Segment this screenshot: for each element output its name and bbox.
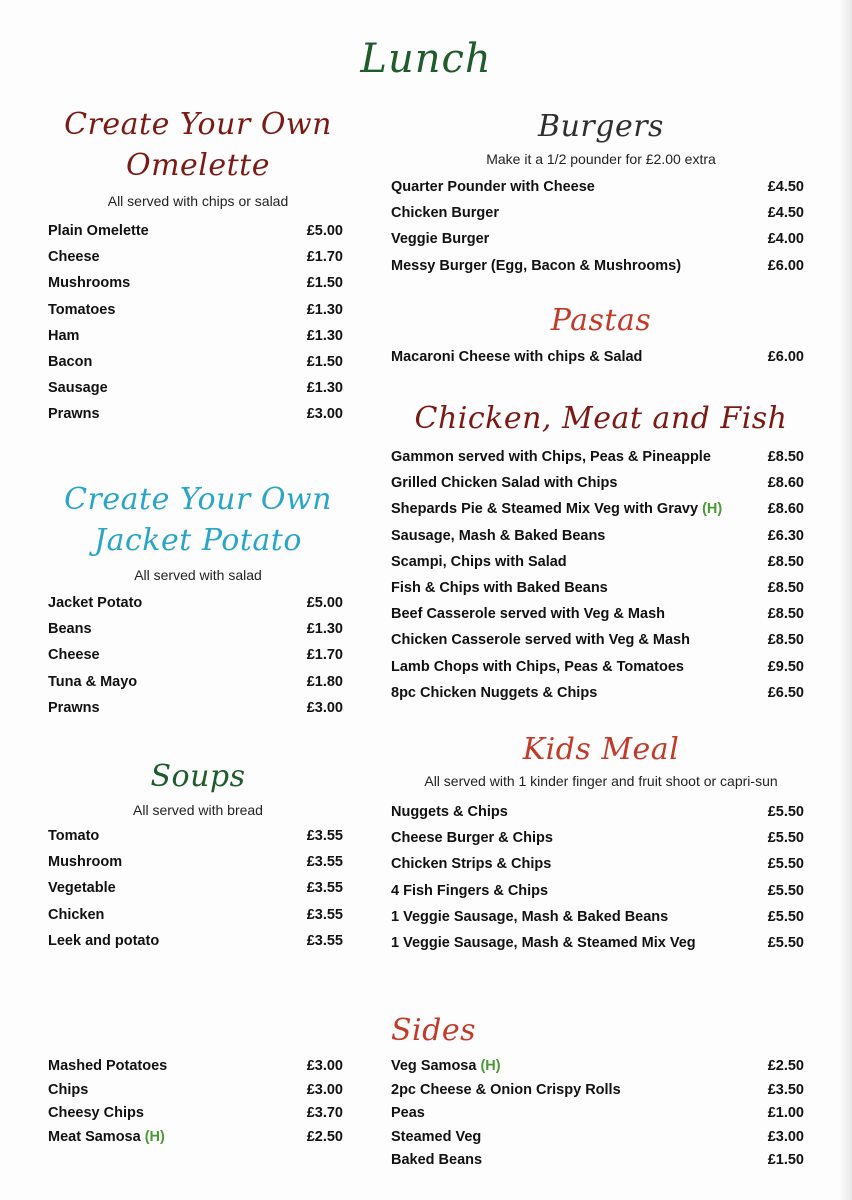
- menu-item-price: £5.50: [767, 830, 804, 847]
- menu-item-price: £8.50: [767, 449, 804, 465]
- menu-item: [391, 905, 804, 931]
- menu-item-name: [48, 249, 100, 265]
- menu-item-label: Sausage: [48, 380, 108, 397]
- menu-item-name: [48, 1129, 165, 1145]
- burgers-note: Make it a 1/2 pounder for £2.00 extra: [486, 151, 716, 167]
- menu-item-name: [48, 854, 122, 870]
- menu-item-name: [391, 1129, 481, 1145]
- menu-item-label: Bacon: [48, 353, 93, 370]
- menu-item-price: £4.50: [767, 205, 804, 222]
- menu-item-label: Peas: [391, 1105, 425, 1122]
- menu-item-label: Plain Omelette: [48, 223, 149, 239]
- menu-item-price: £8.50: [767, 579, 804, 596]
- menu-item-price: £1.30: [306, 380, 343, 397]
- menu-item: [48, 903, 343, 929]
- menu-item-label: Sausage, Mash & Baked Beans: [391, 527, 606, 544]
- menu-item-name: [391, 685, 597, 701]
- page-edge-shadow: [838, 0, 852, 1200]
- kids-heading: Kids Meal: [522, 732, 680, 767]
- menu-item-label: Mashed Potatoes: [48, 1058, 168, 1074]
- menu-item-label: Steamed Veg: [391, 1128, 482, 1145]
- menu-item: [391, 879, 804, 905]
- menu-item-label: Tuna & Mayo: [48, 673, 138, 690]
- menu-item-label: Jacket Potato: [48, 595, 143, 611]
- menu-item: [391, 1054, 804, 1078]
- menu-item-name: [391, 909, 668, 925]
- menu-item: [391, 1148, 804, 1172]
- menu-item-price: £5.50: [767, 908, 804, 925]
- menu-item: [48, 1125, 343, 1149]
- jacket-list: [48, 591, 343, 722]
- menu-item-price: £3.70: [306, 1105, 343, 1122]
- menu-item: [391, 655, 804, 681]
- burgers-heading: Burgers: [538, 109, 664, 144]
- menu-item-name: [391, 1105, 425, 1121]
- menu-item-label: Ham: [48, 327, 80, 344]
- halal-marker: (H): [480, 1058, 501, 1074]
- menu-item-name: [391, 554, 567, 570]
- menu-item-label: Chicken Burger: [391, 205, 499, 222]
- menu-item-label: 4 Fish Fingers & Chips: [391, 882, 549, 899]
- menu-item: [391, 550, 804, 576]
- menu-item: [391, 1101, 804, 1125]
- menu-item-name: [48, 1082, 88, 1098]
- menu-item: [391, 524, 804, 550]
- menu-item-price: £6.50: [767, 684, 804, 701]
- menu-item-price: £3.00: [306, 699, 343, 716]
- menu-item: [48, 271, 343, 297]
- menu-item: [48, 245, 343, 271]
- chicken-meat-fish-heading: Chicken, Meat and Fish: [414, 401, 788, 436]
- pastas-list: [391, 345, 804, 371]
- soups-list: [48, 824, 343, 955]
- menu-item-name: [391, 856, 551, 872]
- menu-item: [48, 298, 343, 324]
- menu-item-name: [391, 935, 696, 951]
- menu-item-price: £3.55: [306, 828, 343, 844]
- menu-item: [391, 227, 804, 253]
- menu-item-label: Cheese Burger & Chips: [391, 830, 553, 847]
- menu-item: [48, 1078, 343, 1102]
- menu-item-label: Meat Samosa: [48, 1128, 141, 1145]
- menu-item-name: [391, 528, 605, 544]
- menu-item: [48, 1054, 343, 1078]
- menu-item-name: [48, 907, 104, 923]
- menu-item: [391, 800, 804, 826]
- menu-item: [48, 643, 343, 669]
- menu-item: [391, 826, 804, 852]
- menu-item-label: Chicken: [48, 906, 105, 923]
- menu-item-price: £3.55: [306, 932, 343, 949]
- menu-item: [391, 471, 804, 497]
- omelette-note: All served with chips or salad: [107, 193, 289, 209]
- sides-right-list: [391, 1054, 804, 1172]
- menu-item-price: £2.50: [767, 1058, 804, 1074]
- menu-item-price: £3.55: [306, 854, 343, 871]
- menu-item-label: Grilled Chicken Salad with Chips: [391, 475, 618, 492]
- menu-item-label: Beans: [48, 621, 92, 638]
- menu-item-label: Leek and potato: [48, 932, 160, 949]
- menu-item: [391, 175, 804, 201]
- menu-item-label: Messy Burger (Egg, Bacon & Mushrooms): [391, 257, 682, 274]
- omelette-heading-line2: Omelette: [125, 148, 270, 183]
- menu-item-name: [48, 828, 99, 844]
- menu-item-price: £1.80: [306, 673, 343, 690]
- menu-item: [48, 929, 343, 955]
- menu-item-label: Cheese: [48, 647, 100, 664]
- menu-item-price: £5.50: [767, 882, 804, 899]
- menu-item: [391, 681, 804, 707]
- menu-item-label: Shepards Pie & Steamed Mix Veg with Gravy: [391, 501, 699, 518]
- jacket-heading-line2: Jacket Potato: [94, 523, 302, 558]
- menu-item: [48, 376, 343, 402]
- menu-item-name: [48, 354, 92, 370]
- menu-item-name: [48, 406, 100, 422]
- menu-item-name: [391, 804, 508, 820]
- jacket-note: All served with salad: [134, 567, 262, 583]
- soups-heading: Soups: [150, 759, 246, 794]
- menu-item: [48, 876, 343, 902]
- menu-item-price: £1.50: [767, 1152, 804, 1169]
- menu-item: [391, 201, 804, 227]
- menu-item-name: [48, 595, 142, 611]
- menu-item-label: Lamb Chops with Chips, Peas & Tomatoes: [391, 658, 684, 675]
- menu-item-label: Tomatoes: [48, 301, 116, 318]
- halal-marker: (H): [702, 501, 723, 518]
- menu-item-name: [48, 700, 100, 716]
- menu-item-price: £5.50: [767, 804, 804, 820]
- menu-item-price: £1.30: [306, 327, 343, 344]
- jacket-heading: [48, 479, 348, 561]
- menu-item-price: £1.50: [306, 275, 343, 292]
- menu-item-price: £1.70: [306, 249, 343, 266]
- pastas-heading: Pastas: [550, 303, 652, 338]
- menu-item-price: £6.00: [767, 349, 804, 365]
- menu-item-price: £4.50: [767, 179, 804, 195]
- menu-item-name: [48, 275, 130, 291]
- menu-item: [391, 445, 804, 471]
- menu-item: [48, 219, 343, 245]
- menu-item-price: £3.55: [306, 880, 343, 897]
- menu-item-price: £3.00: [767, 1128, 804, 1145]
- menu-item-name: [391, 231, 489, 247]
- menu-item-name: [391, 349, 642, 365]
- menu-item-name: [391, 501, 722, 517]
- menu-item: [391, 1078, 804, 1102]
- sides-left-list: [48, 1054, 343, 1148]
- menu-item-label: Tomato: [48, 828, 100, 844]
- menu-item-price: £1.30: [306, 301, 343, 318]
- menu-item-name: [391, 475, 617, 491]
- menu-item-name: [48, 223, 149, 239]
- menu-item-label: 8pc Chicken Nuggets & Chips: [391, 684, 598, 701]
- menu-item-label: Veggie Burger: [391, 231, 490, 248]
- menu-item-label: Scampi, Chips with Salad: [391, 553, 567, 570]
- omelette-heading: [48, 104, 348, 186]
- menu-item-label: 1 Veggie Sausage, Mash & Steamed Mix Veg: [391, 934, 696, 951]
- menu-item-price: £4.00: [767, 231, 804, 248]
- menu-item: [391, 576, 804, 602]
- menu-item: [391, 602, 804, 628]
- menu-item-name: [391, 580, 608, 596]
- menu-item-label: Prawns: [48, 406, 100, 423]
- menu-item: [48, 617, 343, 643]
- menu-item: [391, 628, 804, 654]
- menu-item-name: [48, 1058, 167, 1074]
- menu-item-label: Cheese: [48, 249, 100, 266]
- menu-item-label: Prawns: [48, 699, 100, 716]
- menu-item: [48, 670, 343, 696]
- menu-item: [48, 824, 343, 850]
- omelette-list: [48, 219, 343, 429]
- menu-item-price: £1.50: [306, 353, 343, 370]
- menu-item-label: Gammon served with Chips, Peas & Pineapple: [391, 449, 711, 465]
- menu-item-label: Mushrooms: [48, 275, 131, 292]
- menu-item-price: £8.50: [767, 606, 804, 623]
- menu-item-label: Mushroom: [48, 854, 123, 871]
- menu-item-price: £8.60: [767, 475, 804, 492]
- menu-item-label: Quarter Pounder with Cheese: [391, 179, 595, 195]
- menu-item-price: £3.00: [306, 1081, 343, 1098]
- menu-item-price: £5.00: [306, 223, 343, 239]
- menu-item: [48, 696, 343, 722]
- menu-item-label: Cheesy Chips: [48, 1105, 144, 1122]
- menu-item: [48, 591, 343, 617]
- menu-item-name: [391, 606, 665, 622]
- menu-item-name: [391, 205, 499, 221]
- menu-item-price: £1.00: [767, 1105, 804, 1122]
- omelette-heading-line1: Create Your Own: [64, 107, 332, 142]
- menu-item-name: [48, 302, 115, 318]
- menu-item-label: Vegetable: [48, 880, 116, 897]
- sides-heading: Sides: [391, 1013, 476, 1048]
- menu-item-price: £8.50: [767, 553, 804, 570]
- menu-item-name: [48, 1105, 144, 1121]
- menu-item-label: Nuggets & Chips: [391, 804, 508, 820]
- menu-item-name: [48, 880, 116, 896]
- page-title: Lunch: [360, 36, 492, 82]
- menu-item-price: £5.50: [767, 934, 804, 951]
- menu-item-price: £1.70: [306, 647, 343, 664]
- menu-item-price: £3.55: [306, 906, 343, 923]
- menu-item-name: [391, 258, 681, 274]
- menu-item-price: £8.60: [767, 501, 804, 518]
- menu-item-price: £9.50: [767, 658, 804, 675]
- chicken-meat-fish-list: [391, 445, 804, 707]
- kids-note: All served with 1 kinder finger and fruit shoot or capri-sun: [424, 773, 778, 789]
- menu-item-name: [48, 380, 108, 396]
- halal-marker: (H): [144, 1128, 165, 1145]
- jacket-heading-line1: Create Your Own: [64, 482, 332, 517]
- menu-item-label: Chips: [48, 1081, 89, 1098]
- menu-item-name: [391, 632, 690, 648]
- menu-item-label: Chicken Casserole served with Veg & Mash: [391, 632, 690, 649]
- menu-item-price: £8.50: [767, 632, 804, 649]
- menu-item-label: Fish & Chips with Baked Beans: [391, 579, 608, 596]
- menu-item: [48, 850, 343, 876]
- soups-note: All served with bread: [133, 802, 263, 818]
- menu-item-label: Baked Beans: [391, 1152, 483, 1169]
- menu-item-price: £3.00: [306, 1058, 343, 1074]
- menu-item: [391, 254, 804, 280]
- menu-item-name: [391, 883, 548, 899]
- menu-item-label: Veg Samosa: [391, 1058, 477, 1074]
- menu-item: [391, 931, 804, 957]
- menu-item-name: [48, 933, 159, 949]
- menu-item: [391, 1125, 804, 1149]
- menu-item-name: [391, 1058, 501, 1074]
- menu-item-label: Chicken Strips & Chips: [391, 856, 552, 873]
- menu-item-price: £3.00: [306, 406, 343, 423]
- menu-item-label: Macaroni Cheese with chips & Salad: [391, 349, 643, 365]
- menu-item-name: [48, 674, 137, 690]
- menu-item: [391, 345, 804, 371]
- menu-item-price: £2.50: [306, 1128, 343, 1145]
- menu-item: [391, 497, 804, 523]
- burgers-list: [391, 175, 804, 280]
- menu-item-label: 2pc Cheese & Onion Crispy Rolls: [391, 1081, 621, 1098]
- menu-item-price: £5.50: [767, 856, 804, 873]
- kids-list: [391, 800, 804, 957]
- menu-item-name: [391, 1082, 621, 1098]
- menu-item-name: [391, 659, 684, 675]
- menu-item-name: [391, 179, 595, 195]
- menu-item: [48, 350, 343, 376]
- menu-item-price: £5.00: [306, 595, 343, 611]
- menu-item: [48, 324, 343, 350]
- menu-item-price: £6.30: [767, 527, 804, 544]
- menu-item: [48, 1101, 343, 1125]
- menu-item-name: [391, 1152, 482, 1168]
- menu-item-price: £6.00: [767, 257, 804, 274]
- menu-item-label: Beef Casserole served with Veg & Mash: [391, 606, 665, 623]
- menu-item-name: [48, 647, 100, 663]
- menu-item-name: [391, 449, 711, 465]
- menu-item-price: £3.50: [767, 1081, 804, 1098]
- menu-item-label: 1 Veggie Sausage, Mash & Baked Beans: [391, 908, 669, 925]
- menu-item-price: £1.30: [306, 621, 343, 638]
- menu-item: [391, 852, 804, 878]
- menu-item-name: [48, 621, 92, 637]
- menu-item: [48, 402, 343, 428]
- menu-item-name: [48, 328, 79, 344]
- menu-item-name: [391, 830, 553, 846]
